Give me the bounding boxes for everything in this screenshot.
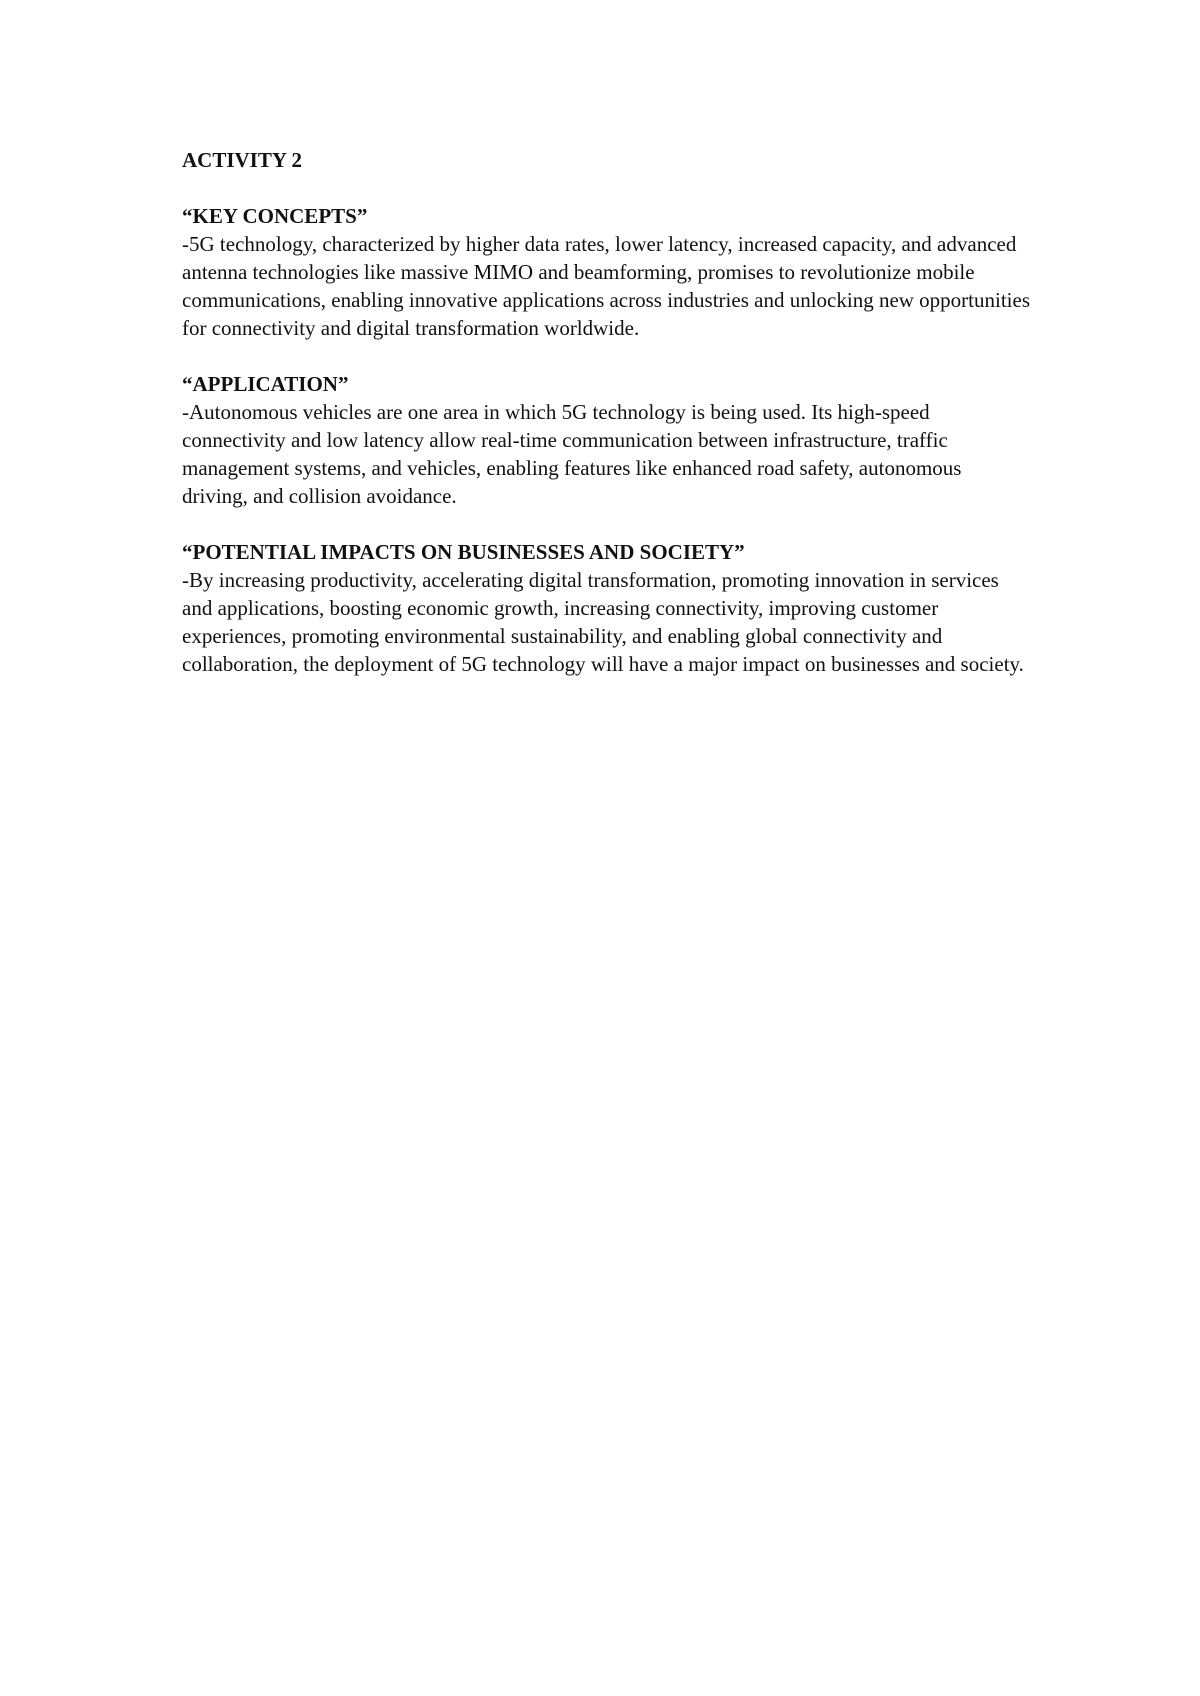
- document-title: ACTIVITY 2: [182, 148, 302, 172]
- section-potential-impacts: [182, 538, 1032, 678]
- section-body-potential-impacts: -By increasing productivity, accelerating digital transformation, promoting innovation in services and applications, boosting economic growth, increasing connectivity, improving customer experiences, promoting environmental sustainability, and enabling global connectivity and collaboration, the deployment of 5G technology will have a major impact on businesses and society.: [182, 568, 1024, 676]
- section-heading-key-concepts: “KEY CONCEPTS”: [182, 204, 368, 228]
- section-key-concepts: [182, 202, 1032, 342]
- section-body-key-concepts: -5G technology, characterized by higher data rates, lower latency, increased capacity, and advanced antenna technologies like massive MIMO and beamforming, promises to revolutionize mobile communications, enabling innovative applications across industries and unlocking new opportunities for connectivity and digital transformation worldwide.: [182, 232, 1030, 340]
- section-heading-potential-impacts: “POTENTIAL IMPACTS ON BUSINESSES AND SOCIETY”: [182, 540, 745, 564]
- section-application: [182, 370, 1032, 510]
- document-content: [182, 146, 1032, 706]
- section-body-application: -Autonomous vehicles are one area in which 5G technology is being used. Its high-speed connectivity and low latency allow real-time communication between infrastructure, traffic management systems, and vehicles, enabling features like enhanced road safety, autonomous driving, and collision avoidance.: [182, 400, 962, 508]
- section-heading-application: “APPLICATION”: [182, 372, 349, 396]
